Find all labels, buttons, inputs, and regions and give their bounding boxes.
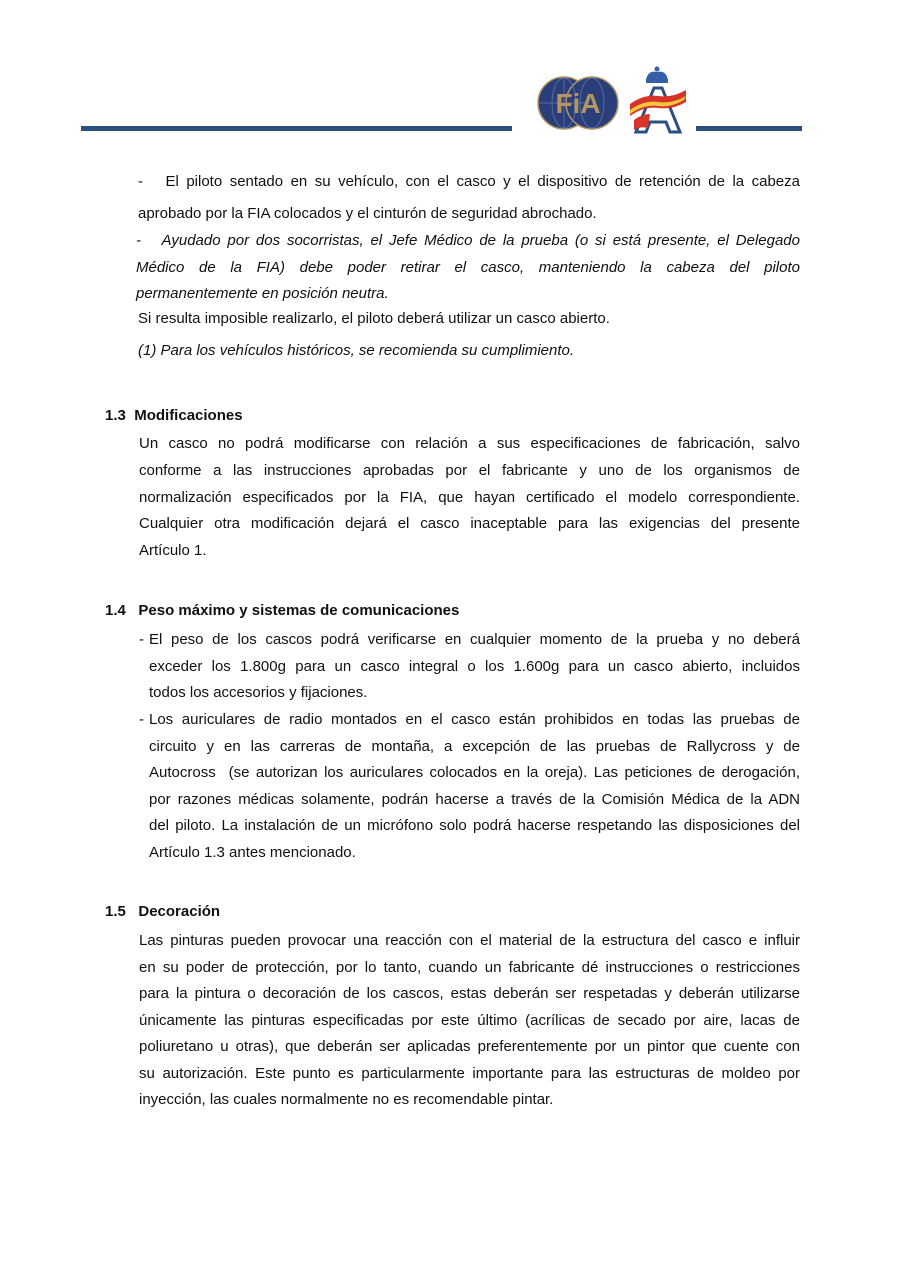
bullet-text-line: del piloto. La instalación de un micrófono solo podrá hacerse respetando las disposiciones del [149,817,800,835]
section-heading-1-4 [105,602,459,619]
paragraph-line: para la pintura o decoración de los cascos, estas deberán ser respetadas y deberán utilizarse [139,985,800,1002]
rfeda-logo-icon [624,64,690,134]
bullet-text-line: Artículo 1.3 antes mencionado. [149,843,356,861]
bullet-text-line: Médico de la FIA) debe poder retirar el casco, manteniendo la cabeza del piloto [136,258,800,276]
bullet-text-line: todos los accesorios y fijaciones. [149,684,368,702]
svg-text:FiA: FiA [555,88,601,119]
paragraph-line: únicamente las pinturas especificadas por este último (acrílicas de secado por aire, lacas de [139,1011,800,1029]
bullet-text-line: - Ayudado por dos socorristas, el Jefe Médico de la prueba (o si está presente, el Delegado [136,232,800,249]
paragraph-line: conforme a las instrucciones aprobadas por el fabricante y uno de los organismos de [139,461,800,479]
bullet-text-line: exceder los 1.800g para un casco integral o los 1.600g para un casco abierto, incluidos [149,657,800,675]
section-1-4-bullet-2 [139,707,800,867]
section-heading-1-5 [105,903,220,920]
intro-bullet-2 [136,228,800,308]
header-rule-right [696,126,802,131]
paragraph-line: Cualquier otra modificación dejará el casco inaceptable para las exigencias del presente [139,515,800,533]
section-title: Modificaciones [134,407,243,424]
intro-note-2: (1) Para los vehículos históricos, se recomienda su cumplimiento. [138,342,575,359]
header-rule-left [81,126,512,131]
bullet-text-line: permanentemente en posición neutra. [136,285,389,302]
section-1-4-bullet-1 [139,627,800,707]
bullet-dash: - [139,631,144,648]
bullet-dash: - [138,173,143,190]
bullet-text-line: Autocross (se autorizan los auriculares colocados en la oreja). Las peticiones de derogación, [149,764,800,782]
section-number: 1.3 [105,407,126,424]
section-title: Decoración [138,903,221,920]
intro-note-1: Si resulta imposible realizarlo, el piloto deberá utilizar un casco abierto. [138,310,610,327]
section-1-5-body [139,928,800,1114]
section-1-3-body [139,431,800,565]
section-number: 1.4 [105,602,126,619]
paragraph-line: poliuretano u otras), que deberán ser aplicadas preferentemente por un pintor que cuente con [139,1038,800,1055]
section-title: Peso máximo y sistemas de comunicaciones [138,602,460,619]
paragraph-line: en su poder de protección, por lo tanto, cuando un fabricante dé instrucciones o restricciones [139,958,800,976]
paragraph-line: su autorización. Este punto es particularmente importante para las estructuras de moldeo por [139,1064,800,1082]
paragraph-line: Artículo 1. [139,542,207,560]
paragraph-line: normalización especificados por la FIA, que hayan certificado el modelo correspondiente. [139,488,800,506]
section-heading-1-3 [105,407,243,424]
fia-logo-icon [537,74,619,132]
bullet-text-line: Los auriculares de radio montados en el casco están prohibidos en todas las pruebas de [149,711,800,728]
bullet-text-line: por razones médicas solamente, podrán hacerse a través de la Comisión Médica de la ADN [149,790,800,808]
intro-bullet-1 [138,166,800,230]
bullet-text-line: circuito y en las carreras de montaña, a excepción de las pruebas de Rallycross y de [149,737,800,755]
bullet-text-line: El peso de los cascos podrá verificarse en cualquier momento de la prueba y no deberá [149,631,800,648]
paragraph-line: inyección, las cuales normalmente no es recomendable pintar. [139,1091,554,1108]
bullet-dash: - [136,232,141,249]
bullet-text-line: aprobado por la FIA colocados y el cinturón de seguridad abrochado. [138,205,597,222]
paragraph-line: Un casco no podrá modificarse con relación a sus especificaciones de fabricación, salvo [139,435,800,452]
paragraph-line: Las pinturas pueden provocar una reacción con el material de la estructura del casco e influir [139,932,800,949]
bullet-dash: - [139,711,144,728]
section-number: 1.5 [105,903,126,920]
bullet-text-line: - El piloto sentado en su vehículo, con el casco y el dispositivo de retención de la cabeza [138,173,800,190]
